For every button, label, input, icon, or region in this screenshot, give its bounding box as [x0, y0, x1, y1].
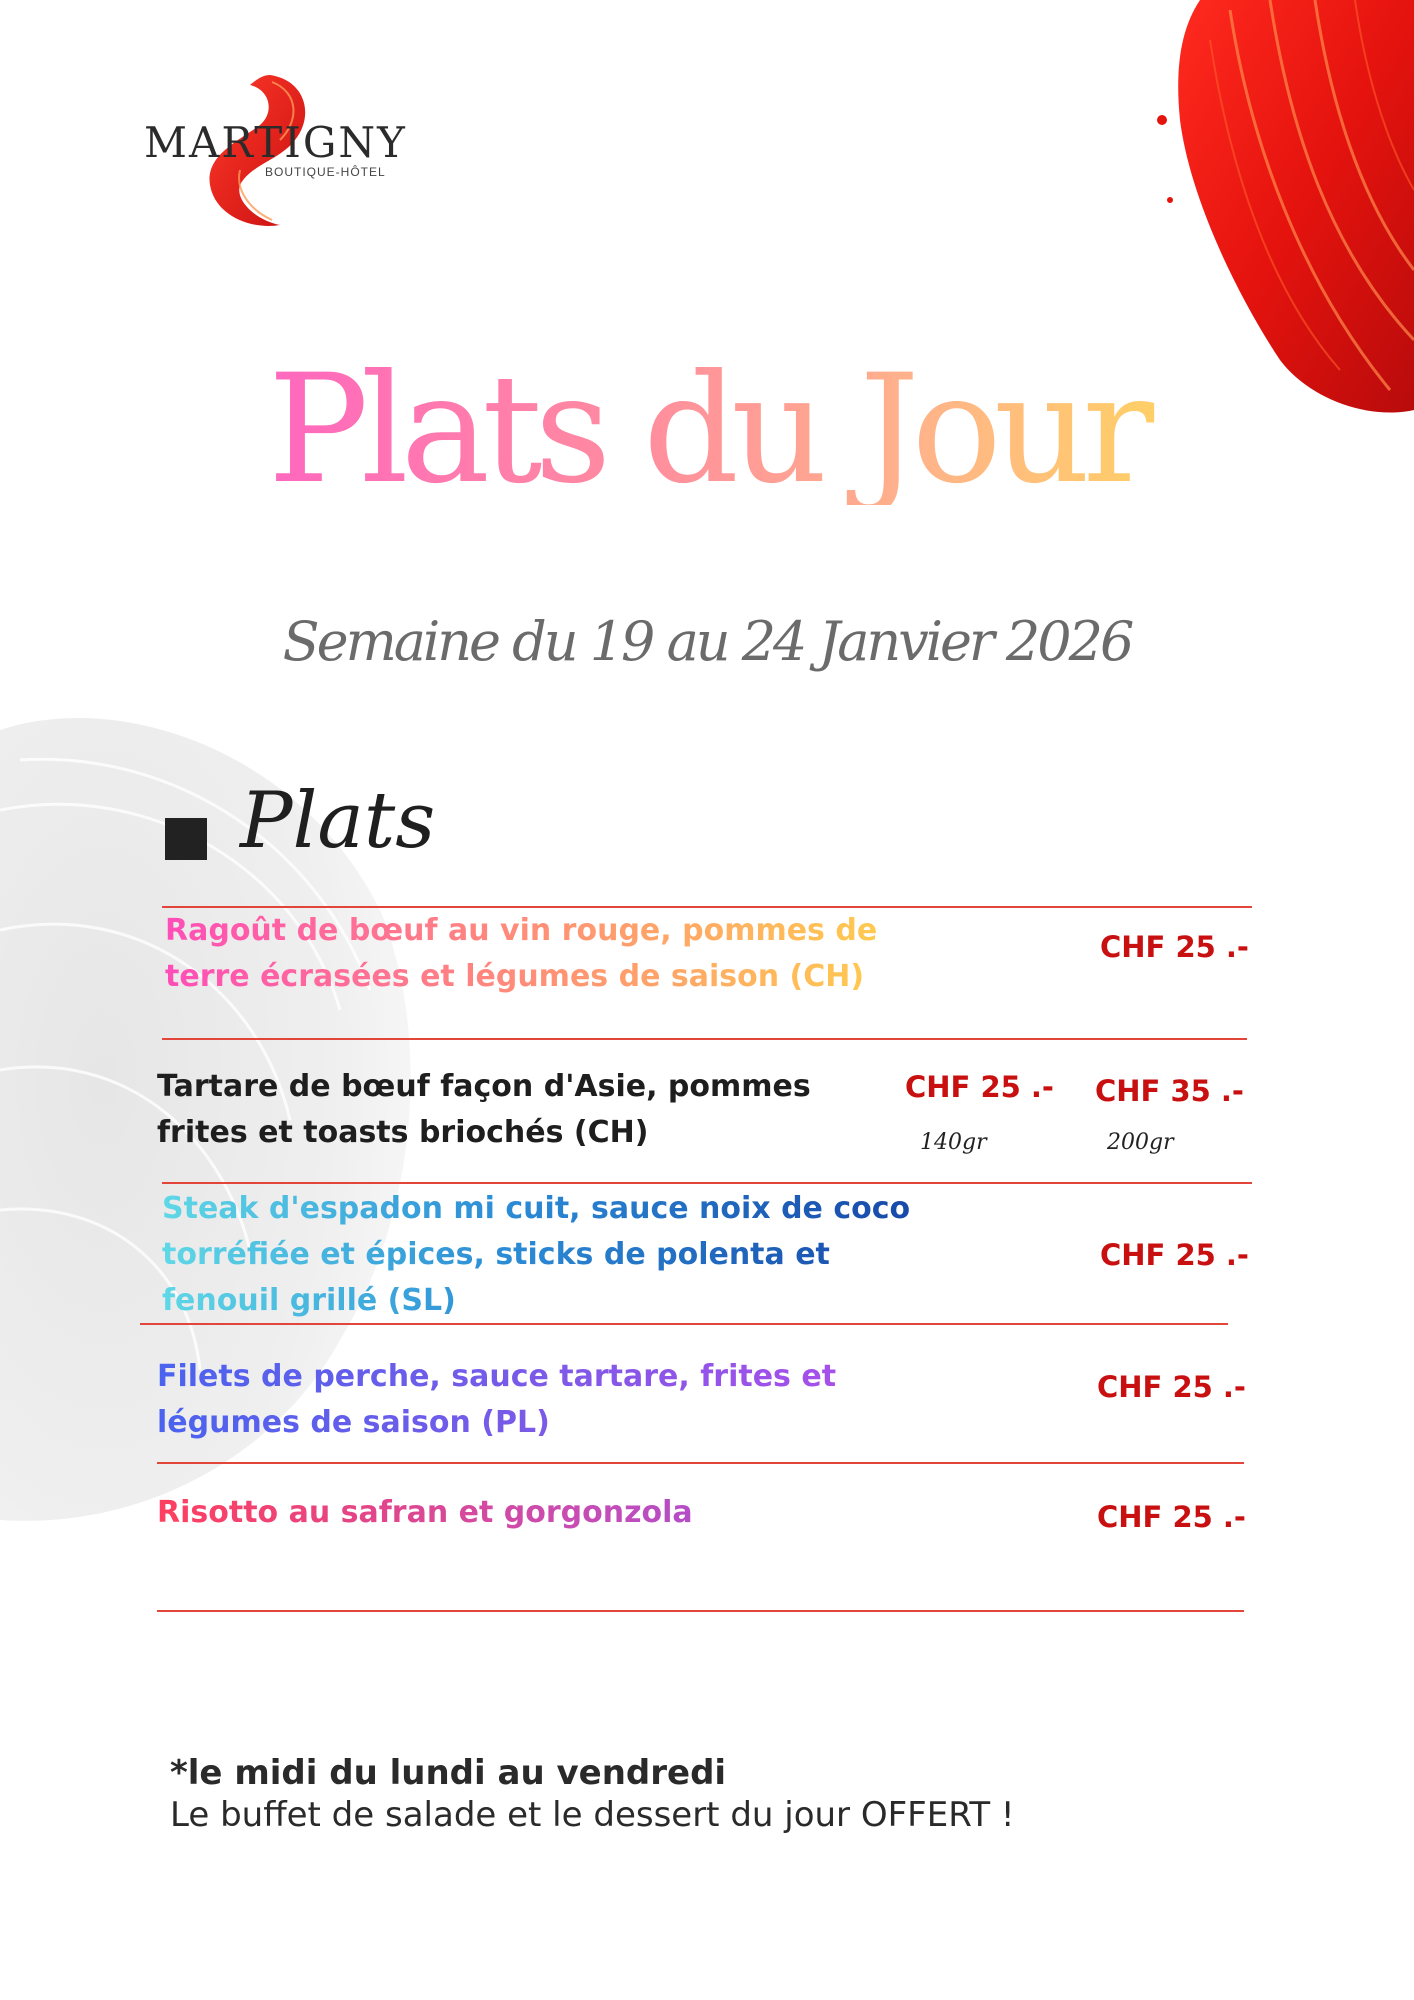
- footer-note: *le midi du lundi au vendredi: [170, 1753, 727, 1793]
- dish-price: CHF 25 .-: [1097, 1370, 1246, 1404]
- footer-offer: Le buffet de salade et le dessert du jour OFFERT !: [170, 1795, 1015, 1835]
- hotel-logo: [140, 70, 407, 230]
- dish-weight-large: 200gr: [1107, 1130, 1174, 1155]
- separator: [157, 1462, 1244, 1464]
- dish-price: CHF 25 .-: [1100, 930, 1249, 964]
- section-title: Plats: [240, 776, 436, 866]
- logo-name: MARTIGNY: [144, 118, 407, 167]
- separator: [162, 1038, 1247, 1040]
- dish-name: Steak d'espadon mi cuit, sauce noix de coco torréfiée et épices, sticks de polenta et fenouil grillé (SL): [162, 1186, 922, 1324]
- dish-price-small: CHF 25 .-: [905, 1070, 1054, 1104]
- separator: [162, 1182, 1252, 1184]
- page-title: Plats du Jour: [0, 355, 1414, 505]
- separator: [157, 1610, 1244, 1612]
- dish-price-large: CHF 35 .-: [1095, 1074, 1244, 1108]
- dish-name: Filets de perche, sauce tartare, frites et légumes de saison (PL): [157, 1354, 897, 1446]
- dish-price: CHF 25 .-: [1097, 1500, 1246, 1534]
- square-bullet-icon: [165, 818, 207, 860]
- dish-weight-small: 140gr: [920, 1130, 987, 1155]
- week-subtitle: Semaine du 19 au 24 Janvier 2026: [282, 610, 1132, 673]
- dish-name: Ragoût de bœuf au vin rouge, pommes de terre écrasées et légumes de saison (CH): [165, 908, 925, 1000]
- dish-name: Risotto au safran et gorgonzola: [157, 1490, 897, 1536]
- dish-price: CHF 25 .-: [1100, 1238, 1249, 1272]
- logo-subtitle: BOUTIQUE-HÔTEL: [265, 165, 386, 179]
- dish-name: Tartare de bœuf façon d'Asie, pommes frites et toasts briochés (CH): [157, 1069, 811, 1150]
